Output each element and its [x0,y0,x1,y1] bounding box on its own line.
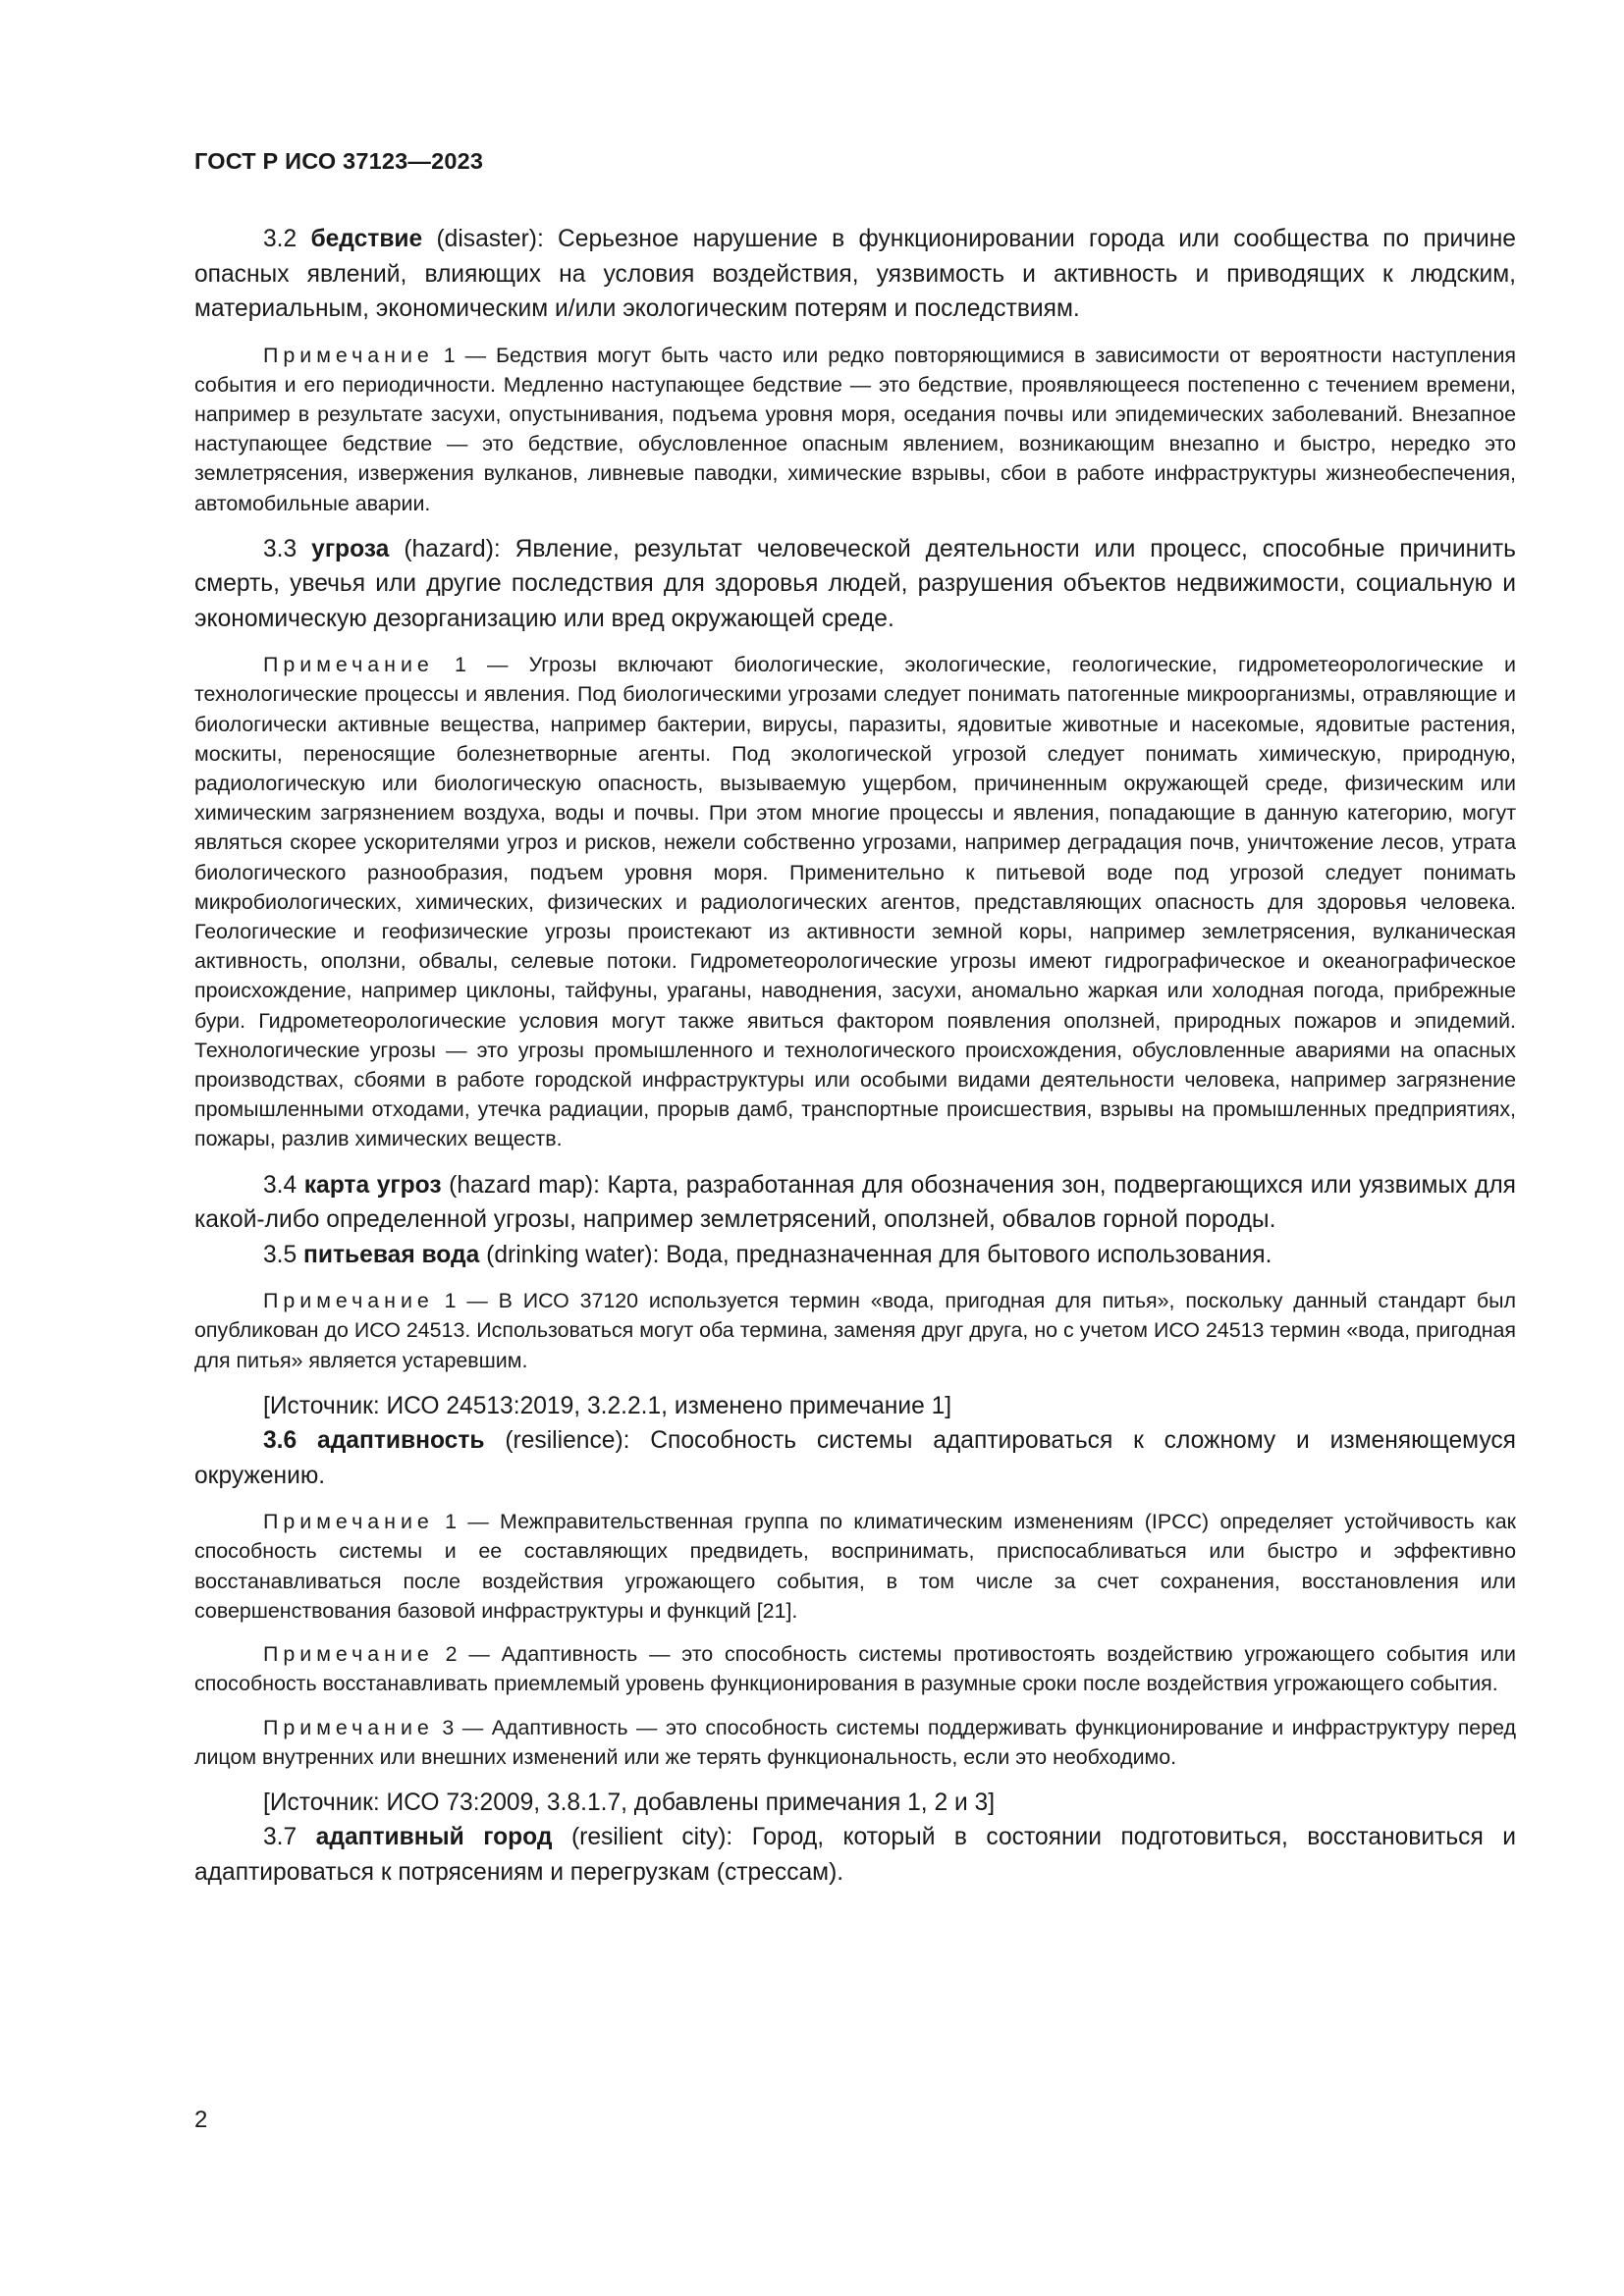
term-definition: (hazard map): Карта, разработанная для обозначения зон, подвергающихся или уязвимых для какой-либо определенной угрозы, например землетрясений, оползней, обвалов горной породы. [194,1171,1516,1234]
term-name: питьевая вода [303,1241,480,1268]
note-text: 3 — Адаптивность — это способность системы поддерживать функционирование и инфраструктуру перед лицом внутренних или внешних изменений или же терять функциональность, если это необходимо. [194,1715,1516,1769]
note-label: Примечание [263,343,434,367]
note-label: Примечание [263,1642,434,1667]
note-3-6-2 [194,1639,1516,1698]
term-definition: (disaster): Серьезное нарушение в функционировании города или сообщества по причине опасных явлений, влияющих на условия воздействия, уязвимость и активность и приводящих к людским, материальным, экономическим и/или экологическим потерям и последствиям. [194,226,1516,322]
note-3-6-1 [194,1507,1516,1626]
note-3-5-1 [194,1286,1516,1375]
note-label: Примечание [263,1510,434,1534]
term-definition: (hazard): Явление, результат человеческой деятельности или процесс, способные причинить смерть, увечья или другие последствия для здоровья людей, разрушения объектов недвижимости, социальную и экономическую дезорганизацию или вред окружающей среде. [194,535,1516,632]
document-page [194,0,1516,2296]
term-3-7 [194,1820,1516,1890]
term-definition: (resilient city): Город, который в состоянии подготовиться, восстановиться и адаптироваться к потрясениям и перегрузкам (стрессам). [194,1824,1516,1886]
page-number: 2 [194,2107,208,2133]
note-text: 1 — В ИСО 37120 используется термин «вода, пригодная для питья», поскольку данный стандарт был опубликован до ИСО 24513. Использоваться могут оба термина, заменяя друг друга, но с учетом ИСО 24513 термин «вода, пригодная для питья» является устаревшим. [194,1289,1516,1372]
term-name: карта угроз [303,1171,442,1199]
term-name: адаптивный город [315,1824,553,1851]
note-3-6-3 [194,1713,1516,1772]
term-definition: (resilience): Способность системы адаптироваться к сложному и изменяющемуся окружению. [194,1427,1516,1489]
note-3-2-1 [194,341,1516,518]
note-label: Примечание [263,1715,434,1739]
note-label: Примечание [263,653,434,677]
term-definition: (drinking water): Вода, предназначенная для бытового использования. [479,1241,1272,1268]
note-text: 1 — Угрозы включают биологические, экологические, геологические, гидрометеорологические и технологические процессы и явления. Под биологическими угрозами следует понимать патогенные микроорганизмы, отравляющие и биологически активные вещества, например бактерии, вирусы, паразиты, ядовитые животные и насекомые, ядовитые растения, москиты, переносящие болезнетворные агенты. Под экологической угрозой следует понимать химическую, природную, радиологическую или биологическую опасность, вызываемую ущербом, причиненным окружающей среде, физическим или химическим загрязнением воздуха, воды и почвы. При этом многие процессы и явления, попадающие в данную категорию, могут являться скорее ускорителями угроз и рисков, нежели собственно угрозами, например деградация почв, уничтожение лесов, утрата биологического разнообразия, подъем уровня моря. Применительно к питьевой воде под угрозой следует понимать микробиологических, химических, физических и радиологических агентов, представляющих опасность для здоровья человека. Геологические и геофизические угрозы проистекают из активности земной коры, например землетрясения, вулканическая активность, оползни, обвалы, селевые потоки. Гидрометеорологические угрозы имеют гидрографическое и океанографическое происхождение, например циклоны, тайфуны, ураганы, наводнения, засухи, аномально жаркая или холодная погода, прибрежные бури. Гидрометеорологические условия могут также явиться фактором появления оползней, природных пожаров и эпидемий. Технологические угрозы — это угрозы промышленного и технологического происхождения, обусловленные авариями на опасных производствах, сбоями в работе городской инфраструктуры или особыми видами деятельности человека, например загрязнение промышленными отходами, утечка радиации, прорыв дамб, транспортные происшествия, взрывы на промышленных предприятиях, пожары, разлив химических веществ. [194,653,1516,1151]
term-name: бедствие [310,226,423,252]
term-3-2 [194,222,1516,327]
term-3-5 [194,1238,1516,1273]
term-name: 3.6 адаптивность [263,1427,485,1455]
note-3-3-1 [194,650,1516,1153]
term-number: 3.3 [263,535,312,562]
source-3-6: [Источник: ИСО 73:2009, 3.8.1.7, добавлены примечания 1, 2 и 3] [263,1789,996,1816]
term-number: 3.5 [263,1241,304,1268]
note-text: 1 — Бедствия могут быть часто или редко повторяющимися в зависимости от вероятности наступления события и его периодичности. Медленно наступающее бедствие — это бедствие, проявляющееся постепенно с течением времени, например в результате засухи, опустынивания, подъема уровня моря, оседания почвы или эпидемических заболеваний. Внезапное наступающее бедствие — это бедствие, обусловленное опасным явлением, возникающим внезапно и быстро, нередко это землетрясения, извержения вулканов, ливневые паводки, химические взрывы, сбои в работе инфраструктуры жизнеобеспечения, автомобильные аварии. [194,343,1516,515]
term-3-6 [194,1423,1516,1493]
note-text: 1 — Межправительственная группа по климатическим изменениям (IPCC) определяет устойчивость как способность системы и ее составляющих предвидеть, воспринимать, приспосабливаться или быстро и эффективно восстанавливаться после воздействия угрожающего события, в том числе за счет сохранения, восстановления или совершенствования базовой инфраструктуры и функций [21]. [194,1510,1516,1623]
term-number: 3.4 [263,1171,304,1199]
document-body [194,222,1516,1890]
note-text: 2 — Адаптивность — это способность системы противостоять воздействию угрожающего события или способность восстанавливать приемлемый уровень функционирования в разумные сроки после воздействия угрожающего события. [194,1642,1516,1696]
term-number: 3.2 [263,226,311,252]
term-3-4 [194,1168,1516,1238]
term-3-3 [194,532,1516,637]
note-label: Примечание [263,1289,434,1313]
term-name: угроза [311,535,390,562]
standard-header: ГОСТ Р ИСО 37123—2023 [194,148,484,174]
term-number: 3.7 [263,1824,316,1851]
source-3-5: [Источник: ИСО 24513:2019, 3.2.2.1, изменено примечание 1] [263,1392,952,1419]
